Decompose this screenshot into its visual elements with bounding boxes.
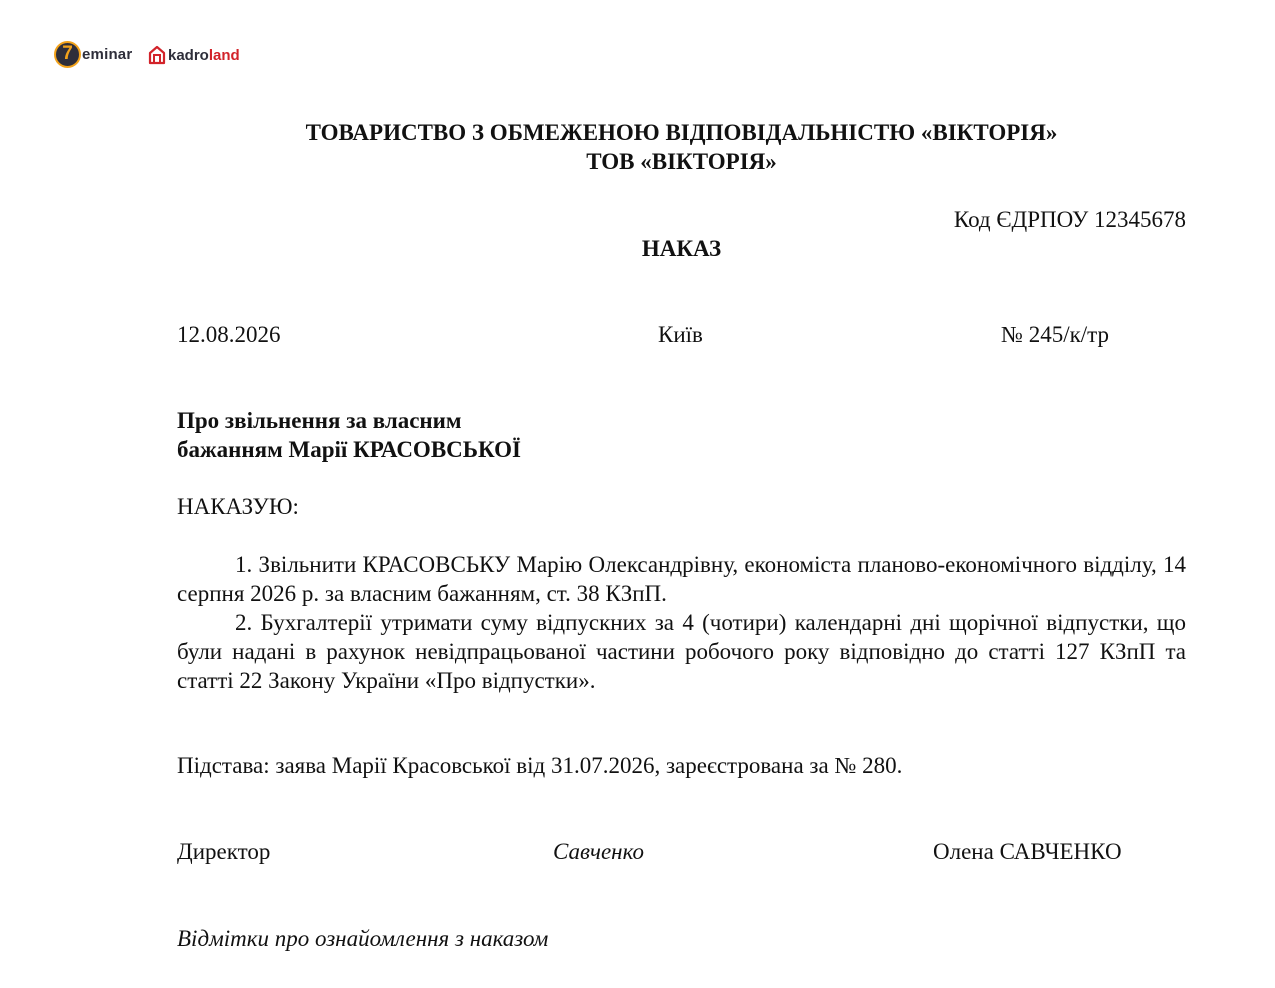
order-date: 12.08.2026 — [177, 322, 281, 347]
signatory-position: Директор — [177, 839, 271, 864]
edrpou-code: Код ЄДРПОУ 12345678 — [953, 207, 1186, 232]
subject-line-1: Про звільнення за власним — [177, 408, 462, 433]
order-word: НАКАЗУЮ: — [177, 494, 299, 519]
seminar-logo — [54, 40, 132, 68]
order-item-2: 2. Бухгалтерії утримати суму відпускних за 4 (чотири) календарні дні щорічної відпустки, що були надані в рахунок невідпрацьованої частини робочого року відповідно до статті 127 КЗпП та статті 22 Закону України «Про відпустки». — [177, 610, 1186, 693]
kadroland-logo — [148, 44, 240, 66]
seminar-digit: 7 — [62, 43, 73, 64]
signatory-name: Олена САВЧЕНКО — [933, 839, 1122, 864]
order-number: № 245/к/тр — [1001, 322, 1109, 347]
organization-full-name: ТОВАРИСТВО З ОБМЕЖЕНОЮ ВІДПОВІДАЛЬНІСТЮ «ВІКТОРІЯ» — [305, 120, 1058, 145]
order-subject — [177, 406, 521, 464]
kadroland-logo-text: kadroland — [168, 46, 240, 64]
house-outline-icon — [148, 45, 166, 65]
order-basis: Підстава: заява Марії Красовської від 31.07.2026, зареєстрована за № 280. — [177, 753, 903, 778]
acknowledgement-note: Відмітки про ознайомлення з наказом — [177, 926, 549, 951]
organization-header — [0, 118, 1275, 176]
order-item-1: 1. Звільнити КРАСОВСЬКУ Марію Олександрівну, економіста планово-економічного відділу, 14 серпня 2026 р. за власним бажанням, ст. 38 КЗпП. — [177, 552, 1186, 606]
organization-short-name: ТОВ «ВІКТОРІЯ» — [586, 149, 777, 174]
order-items — [177, 550, 1186, 695]
seminar-logo-text: eminar — [82, 45, 133, 63]
order-city: Київ — [658, 322, 703, 347]
subject-line-2: бажанням Марії КРАСОВСЬКОЇ — [177, 437, 521, 462]
document-title: НАКАЗ — [641, 236, 722, 261]
handwritten-signature: Савченко — [553, 839, 644, 864]
seven-circle-icon — [54, 41, 81, 68]
